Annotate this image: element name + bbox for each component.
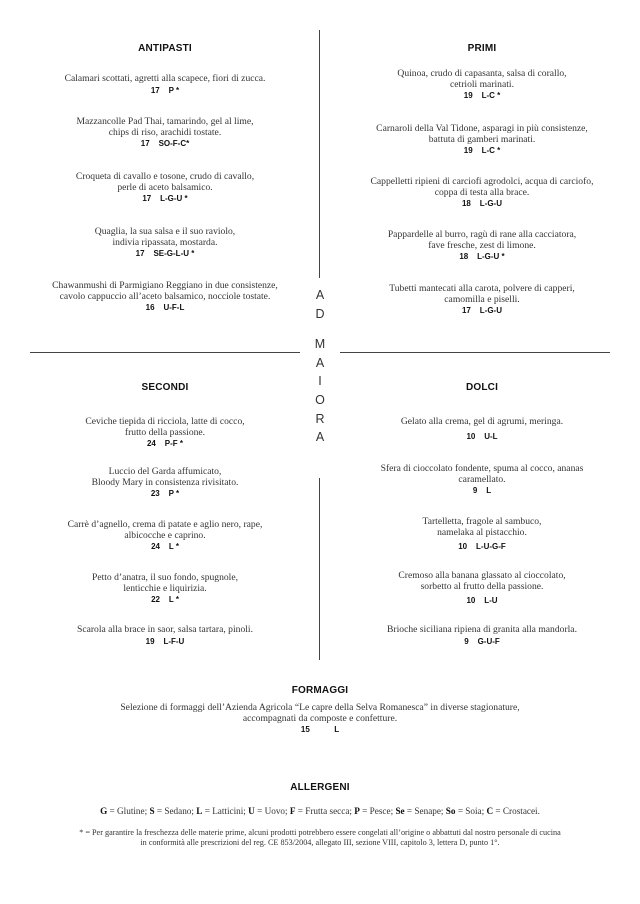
dish-description: Quaglia, la sua salsa e il suo raviolo, indivia ripassata, mostarda. [94,226,236,248]
dish-description: Croqueta di cavallo e tosone, crudo di cavallo, perle di aceto balsamico. [75,171,255,193]
dish-price-allergens [30,303,300,312]
dish-price: 10 [466,596,476,605]
dish-price: 17 [140,139,150,148]
menu-item-dolci [347,625,617,646]
allergeni-section [0,782,640,848]
brand-letter: A [315,430,325,445]
dish-allergens: G-U-F [477,636,500,646]
menu-item-antipasti [30,172,300,203]
dish-description: Pappardelle al burro, ragù di rane alla cacciatora, fave fresche, zest di limone. [387,229,577,251]
allergen-label: Pesce; [369,806,394,816]
formaggi-description-line1: Selezione di formaggi dell’Azienda Agricola “Le capre della Selva Romanesca” in diverse stagionature, [120,702,520,713]
allergen-code: Se [395,806,405,816]
dish-allergens: P * [168,489,180,498]
dish-price-allergens [347,542,617,551]
dish-price-allergens [347,146,617,155]
allergen-label: Soia; [465,806,485,816]
brand-letter: I [318,374,322,389]
dish-description: Tartelletta, fragole al sambuco, namelaka al pistacchio. [422,516,542,538]
footnote-line1: * = Per garantire la freschezza delle materie prime, alcuni prodotti potrebbero essere congelati all’origine o abbattuti dal nostro personale di cucina [79,827,561,837]
dish-allergens: L-C * [481,146,501,155]
brand-vertical-logo [308,286,332,447]
dish-price: 19 [463,91,473,100]
dish-allergens: L-U-G-F [476,542,506,551]
dish-price-allergens [30,542,300,551]
dish-allergens: L-U [484,596,498,605]
dish-price-allergens [347,91,617,100]
brand-letter: O [315,392,325,407]
allergen-code: S [149,806,155,816]
dish-price: 24 [151,542,160,551]
dish-price-allergens [30,595,300,604]
dish-price: 17 [461,306,471,315]
dish-description: Petto d’anatra, il suo fondo, spugnole, lenticchie e liquirizia. [91,572,238,594]
dish-price: 23 [150,489,160,498]
dish-price: 10 [466,431,476,441]
section-title-allergeni: ALLERGENI [290,782,350,793]
dish-allergens: U-F-L [163,303,185,312]
brand-letter: A [315,288,325,302]
menu-item-secondi [30,417,300,448]
allergen-label: Uovo; [264,806,288,816]
dish-allergens: P * [168,85,180,95]
horizontal-divider-right [340,352,610,353]
dish-allergens: L-C * [481,91,501,100]
menu-item-secondi [30,467,300,498]
dish-allergens: L * [168,542,179,551]
dish-price-allergens [347,199,617,208]
brand-letter: R [315,411,325,426]
dish-price: 24 [146,439,156,448]
brand-letter: M [314,337,326,352]
dish-price-allergens [347,486,617,495]
menu-item-antipasti [30,281,300,312]
allergen-code: G [100,806,108,816]
dish-allergens: SO-F-C* [158,139,190,148]
dish-description: Sfera di cioccolato fondente, spuma al cocco, ananas caramellato. [380,463,584,485]
dish-allergens: L-G-U * [477,252,505,261]
menu-item-dolci [347,571,617,605]
dish-allergens: L-G-U [479,199,502,208]
dish-description: Cappelletti ripieni di carciofi agrodolci, acqua di carciofo, coppa di testa alla brace. [370,176,594,198]
dish-description: Chawanmushi di Parmigiano Reggiano in due consistenze, cavolo cappuccio all’aceto balsamico, nocciole tostate. [52,280,278,302]
allergen-code: L [196,806,203,816]
dish-price-allergens [30,86,300,95]
dish-price: 10 [458,542,468,551]
allergen-label: Glutine; [117,806,148,816]
horizontal-divider-left [30,352,300,353]
dish-description: Carnaroli della Val Tidone, asparagi in più consistenze, battuta di gamberi marinati. [376,123,588,145]
dish-allergens: L * [168,595,179,604]
dish-description: Tubetti mantecati alla carota, polvere di capperi, camomilla e piselli. [389,283,575,305]
menu-item-secondi [30,573,300,604]
menu-item-primi [347,230,617,261]
vertical-divider-top [319,30,320,278]
dish-price: 17 [142,194,152,203]
allergen-legend: G = Glutine; S = Sedano; L = Latticini; U = Uovo; F = Frutta secca; P = Pesce; Se = Senape; So = Soia; C = Crostacei. [100,806,540,816]
allergen-label: Frutta secca; [305,806,352,816]
dish-price-allergens [30,249,300,258]
dish-price-allergens [30,439,300,448]
dish-price: 17 [135,249,145,258]
dish-description: Scarola alla brace in saor, salsa tartara, pinoli. [77,624,253,635]
section-title-antipasti: ANTIPASTI [138,43,192,54]
formaggi-section [0,685,640,734]
dish-price-allergens [347,252,617,261]
menu-item-secondi [30,625,300,646]
allergen-code: F [289,806,296,816]
menu-item-dolci [347,417,617,441]
dish-price-allergens [30,139,300,148]
dish-price-allergens [347,432,617,441]
menu-item-primi [347,177,617,208]
menu-item-primi [347,124,617,155]
section-title-formaggi: FORMAGGI [291,685,349,696]
dish-description: Cremoso alla banana glassato al cioccolato, sorbetto al frutto della passione. [398,570,566,592]
dish-allergens: L-F-U [163,636,185,646]
dish-description: Mazzancolle Pad Thai, tamarindo, gel al lime, chips di riso, arachidi tostate. [76,116,254,138]
menu-item-dolci [347,464,617,495]
dish-description: Quinoa, crudo di capasanta, salsa di corallo, cetrioli marinati. [397,68,567,90]
dish-price: 18 [461,199,471,208]
dish-price-allergens [347,637,617,646]
footnote-line2: in conformità alle prescrizioni del reg. CE 853/2004, allegato III, sezione VIII, capitolo 3, lettera D, punto 1°. [140,837,500,847]
dish-price-allergens [347,306,617,315]
dish-price: 22 [151,595,160,604]
dish-price: 16 [145,303,155,312]
formaggi-allergens: L [334,725,340,734]
menu-item-antipasti [30,117,300,148]
section-title-secondi: SECONDI [141,382,189,393]
dish-allergens: P-F * [164,439,184,448]
dish-price: 17 [150,85,160,95]
brand-letter: D [315,306,325,321]
vertical-divider-bottom [319,478,320,660]
menu-item-antipasti [30,74,300,95]
allergen-code: U [248,806,255,816]
dish-price: 9 [464,636,469,646]
formaggi-description-line2: accompagnati da composte e confetture. [242,712,398,724]
formaggi-price: 15 [300,725,310,734]
dish-price: 18 [459,252,469,261]
section-title-dolci: DOLCI [465,382,499,393]
dish-allergens: U-L [484,431,498,441]
dish-price-allergens [30,489,300,498]
allergen-code: So [445,806,456,816]
menu-item-secondi [30,520,300,551]
allergen-label: Sedano; [164,806,194,816]
menu-item-dolci [347,517,617,551]
dish-allergens: L-G-U * [160,194,188,203]
dish-description: Calamari scottati, agretti alla scapece, fiori di zucca. [64,73,266,84]
dish-price: 19 [463,146,473,155]
section-title-primi: PRIMI [467,43,497,54]
allergen-code: P [354,806,360,816]
dish-price: 19 [145,636,155,646]
dish-price: 9 [472,486,478,495]
formaggi-price-allergens [0,725,640,734]
dish-price-allergens [30,194,300,203]
menu-item-primi [347,69,617,100]
allergen-label: Senape; [414,806,444,816]
dish-allergens: L [486,486,492,495]
dish-description: Ceviche tiepida di ricciola, latte di cocco, frutto della passione. [85,416,245,438]
dish-allergens: SE-G-L-U * [153,249,195,258]
allergen-label: Crostacei. [502,806,540,816]
brand-letter: A [315,355,325,370]
dish-description: Luccio del Garda affumicato, Bloody Mary in consistenza rivisitato. [91,466,239,488]
dish-description: Gelato alla crema, gel di agrumi, meringa. [400,416,564,427]
allergen-label: Latticini; [212,806,246,816]
dish-price-allergens [30,637,300,646]
allergen-code: C [486,806,494,816]
dish-description: Carrè d’agnello, crema di patate e aglio nero, rape, albicocche e caprino. [67,519,263,541]
dish-description: Brioche siciliana ripiena di granita alla mandorla. [387,624,577,635]
menu-item-primi [347,284,617,315]
dish-allergens: L-G-U [479,306,502,315]
menu-item-antipasti [30,227,300,258]
dish-price-allergens [347,596,617,605]
